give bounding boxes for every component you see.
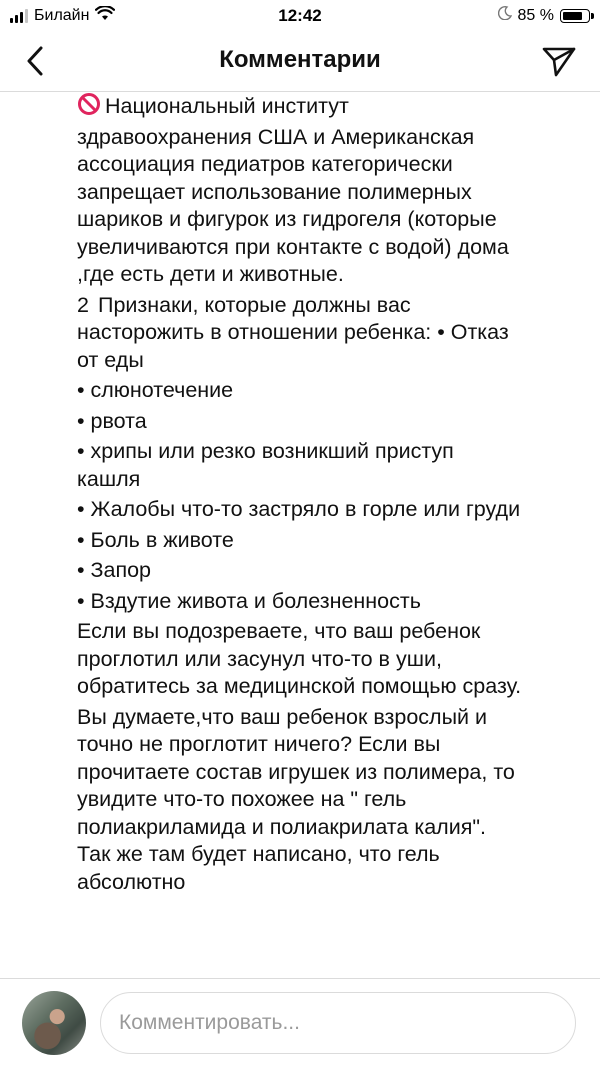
status-right	[498, 6, 590, 25]
comment-paragraph: Вы думаете,что ваш ребенок взрослый и точно не проглотит ничего? Если вы прочитаете состав игрушек из полимера, то увидите что-то похожее на " гель полиакриламида и полиакрилата калия". Так же там будет написано, что гель абсолютно	[77, 704, 515, 894]
list-item: • рвота	[77, 408, 147, 433]
avatar[interactable]	[22, 991, 86, 1055]
paragraph-text: Национальный институт здравоохранения США и Американская ассоциация педиатров категорически запрещает использование полимерных шариков и фигурок из гидрогеля (которые увеличиваются при контакте с водой) дома ,где есть дети и животные.	[77, 94, 509, 286]
status-bar	[0, 0, 600, 30]
list-item: • Жалобы что-то застряло в горле или груди	[77, 497, 521, 521]
battery-percent: 85 %	[517, 6, 554, 24]
number-two-symbol: 2	[77, 292, 89, 317]
direct-share-button[interactable]	[540, 43, 578, 79]
list-item: • Запор	[77, 558, 152, 582]
battery-cap	[591, 13, 594, 19]
comment-composer	[0, 978, 600, 1066]
comment-scroll-area[interactable]	[0, 92, 600, 978]
paragraph-text: Признаки, которые должны вас насторожить в отношении ребенка: • Отказ от еды	[77, 292, 509, 372]
list-item: • слюнотечение	[77, 378, 234, 402]
direct-share-icon	[542, 45, 576, 77]
comment-paragraph	[77, 292, 522, 375]
comment-paragraph: Если вы подозреваете, что ваш ребенок проглотил или засунул что-то в уши, обратитесь за медицинской помощью сразу.	[77, 619, 522, 698]
no-entry-icon	[77, 92, 101, 124]
battery-fill	[563, 12, 582, 20]
comment-paragraph	[77, 92, 522, 289]
page-title: Комментарии	[219, 46, 381, 73]
status-time: 12:42	[278, 6, 322, 25]
comment-input[interactable]	[100, 992, 576, 1054]
carrier-label: Билайн	[34, 7, 90, 24]
moon-icon	[498, 6, 512, 25]
comment-body	[77, 92, 522, 899]
list-item: • Боль в животе	[77, 527, 234, 552]
list-item: • хрипы или резко возникший приступ кашля	[77, 439, 454, 491]
list-item: • Вздутие живота и болезненность	[77, 588, 421, 613]
battery-icon	[560, 9, 590, 23]
navigation-bar	[0, 30, 600, 92]
